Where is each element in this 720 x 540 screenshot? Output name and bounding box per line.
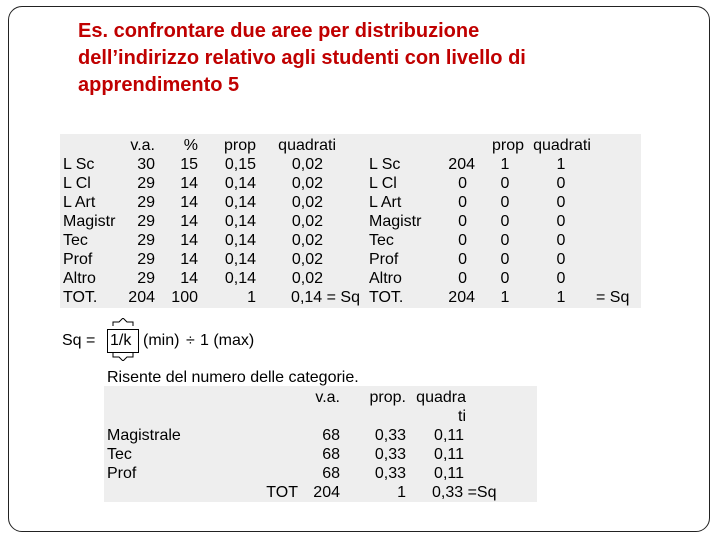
t1-quadrati: 0,02 (291, 270, 323, 287)
t2-quadrati: 0 (556, 194, 566, 211)
t1-quadrati: 0,02 (291, 175, 323, 192)
t3-prop: 0,33 (374, 465, 406, 482)
t2-label: Magistr (369, 213, 422, 230)
t2-prop: 0 (500, 175, 510, 192)
t3-prop: 1 (397, 484, 406, 501)
title-line-2: dell’indirizzo relativo agli studenti con livello di (78, 47, 526, 69)
t3-total-label: TOT (266, 484, 298, 501)
slide-title (78, 18, 678, 99)
t2-prop: 0 (500, 270, 510, 287)
formula-k: 1/k (110, 332, 132, 349)
title-line-3: apprendimento 5 (78, 74, 240, 96)
t1-va: 204 (128, 289, 155, 306)
t1-va: 29 (137, 251, 155, 268)
t1-va: 29 (137, 232, 155, 249)
t3-prop: 0,33 (374, 427, 406, 444)
t1-quadrati: 0,02 (291, 213, 323, 230)
t1-label: TOT. (63, 289, 98, 306)
categories-note: Risente del numero delle categorie. (107, 369, 359, 386)
t3-quadrati: 0,11 (434, 446, 464, 463)
t2-prop: 0 (500, 213, 510, 230)
t3-va: 68 (322, 465, 340, 482)
t2-prop: 1 (500, 289, 510, 306)
t3-label: Prof (107, 465, 137, 482)
t1-pct: 14 (180, 213, 198, 230)
t3-va: 68 (322, 427, 340, 444)
t1-quadrati: 0,14 = Sq (291, 289, 360, 306)
t2-va: 204 (448, 289, 475, 306)
t3-label: Magistrale (107, 427, 181, 444)
t1-header-prop: prop (223, 137, 256, 154)
t1-prop: 0,14 (224, 175, 256, 192)
t3-va: 204 (313, 484, 340, 501)
t2-header-quadrati: quadrati (533, 137, 591, 154)
t2-quadrati: 0 (556, 175, 566, 192)
t2-quadrati: 0 (556, 251, 566, 268)
t2-header-prop: prop (491, 137, 525, 154)
t1-label: L Cl (63, 175, 91, 192)
t3-header-quadra: quadra (416, 389, 466, 406)
t2-va: 204 (448, 156, 475, 173)
t2-label: L Sc (369, 156, 401, 173)
t1-pct: 14 (180, 251, 198, 268)
t1-prop: 0,14 (224, 232, 256, 249)
arrow-up-icon (112, 318, 134, 326)
t2-prop: 0 (500, 194, 510, 211)
t2-label: L Art (369, 194, 402, 211)
formula-min: (min) (143, 332, 180, 349)
t1-pct: 15 (180, 156, 198, 173)
t1-pct: 14 (180, 232, 198, 249)
t1-quadrati: 0,02 (291, 156, 323, 173)
division-sign: ÷ (186, 332, 195, 349)
t1-pct: 100 (171, 289, 198, 306)
t3-header-ti: ti (458, 408, 466, 425)
t1-va: 29 (137, 175, 155, 192)
t2-label: Tec (369, 232, 394, 249)
t1-header-pct: % (183, 137, 198, 154)
t1-va: 29 (137, 270, 155, 287)
t1-label: L Sc (63, 156, 95, 173)
t1-prop: 0,14 (224, 213, 256, 230)
t3-quadrati: 0,33 =Sq (432, 484, 497, 501)
t1-header-va: v.a. (130, 137, 155, 154)
t1-label: Prof (63, 251, 93, 268)
t1-pct: 14 (180, 270, 198, 287)
t2-va: 0 (458, 194, 467, 211)
title-line-1: Es. confrontare due aree per distribuzione (78, 20, 480, 42)
table-bottom (104, 386, 537, 502)
t2-label: TOT. (369, 289, 404, 306)
t1-prop: 0,14 (224, 194, 256, 211)
t3-quadrati: 0,11 (434, 465, 464, 482)
t1-pct: 14 (180, 175, 198, 192)
t2-quadrati: 0 (556, 232, 566, 249)
t3-quadrati: 0,11 (434, 427, 464, 444)
t1-va: 29 (137, 213, 155, 230)
t3-prop: 0,33 (374, 446, 406, 463)
t2-quadrati: 0 (556, 270, 566, 287)
t1-prop: 0,14 (224, 270, 256, 287)
t2-va: 0 (458, 232, 467, 249)
t3-va: 68 (322, 446, 340, 463)
t2-quadrati: 1 (556, 156, 566, 173)
t1-va: 30 (137, 156, 155, 173)
t2-va: 0 (458, 175, 467, 192)
formula-max: 1 (max) (200, 332, 255, 349)
t1-pct: 14 (180, 194, 198, 211)
t2-quadrati: 0 (556, 213, 566, 230)
t1-label: L Art (63, 194, 96, 211)
t2-label: Altro (369, 270, 402, 287)
t2-prop: 0 (500, 232, 510, 249)
t2-label: Prof (369, 251, 399, 268)
t1-va: 29 (137, 194, 155, 211)
tables-top (60, 134, 641, 308)
t1-prop: 0,15 (224, 156, 256, 173)
formula-lhs: Sq = (62, 332, 96, 349)
t1-quadrati: 0,02 (291, 232, 323, 249)
t1-quadrati: 0,02 (291, 194, 323, 211)
t2-prop: 1 (500, 156, 510, 173)
t1-label: Altro (63, 270, 96, 287)
t2-sq-suffix: = Sq (596, 289, 630, 306)
t1-prop: 1 (247, 289, 256, 306)
t3-header-prop: prop. (369, 389, 406, 406)
t2-label: L Cl (369, 175, 397, 192)
t2-prop: 0 (500, 251, 510, 268)
t3-label: Tec (107, 446, 132, 463)
t2-va: 0 (458, 270, 467, 287)
t2-va: 0 (458, 251, 467, 268)
t1-header-quadrati: quadrati (278, 137, 336, 154)
t1-label: Tec (63, 232, 88, 249)
t1-quadrati: 0,02 (291, 251, 323, 268)
t1-prop: 0,14 (224, 251, 256, 268)
t1-label: Magistr (63, 213, 116, 230)
sq-formula (62, 318, 302, 368)
t2-va: 0 (458, 213, 467, 230)
arrow-down-icon (112, 353, 134, 361)
t2-quadrati: 1 (556, 289, 566, 306)
t3-header-va: v.a. (315, 389, 340, 406)
